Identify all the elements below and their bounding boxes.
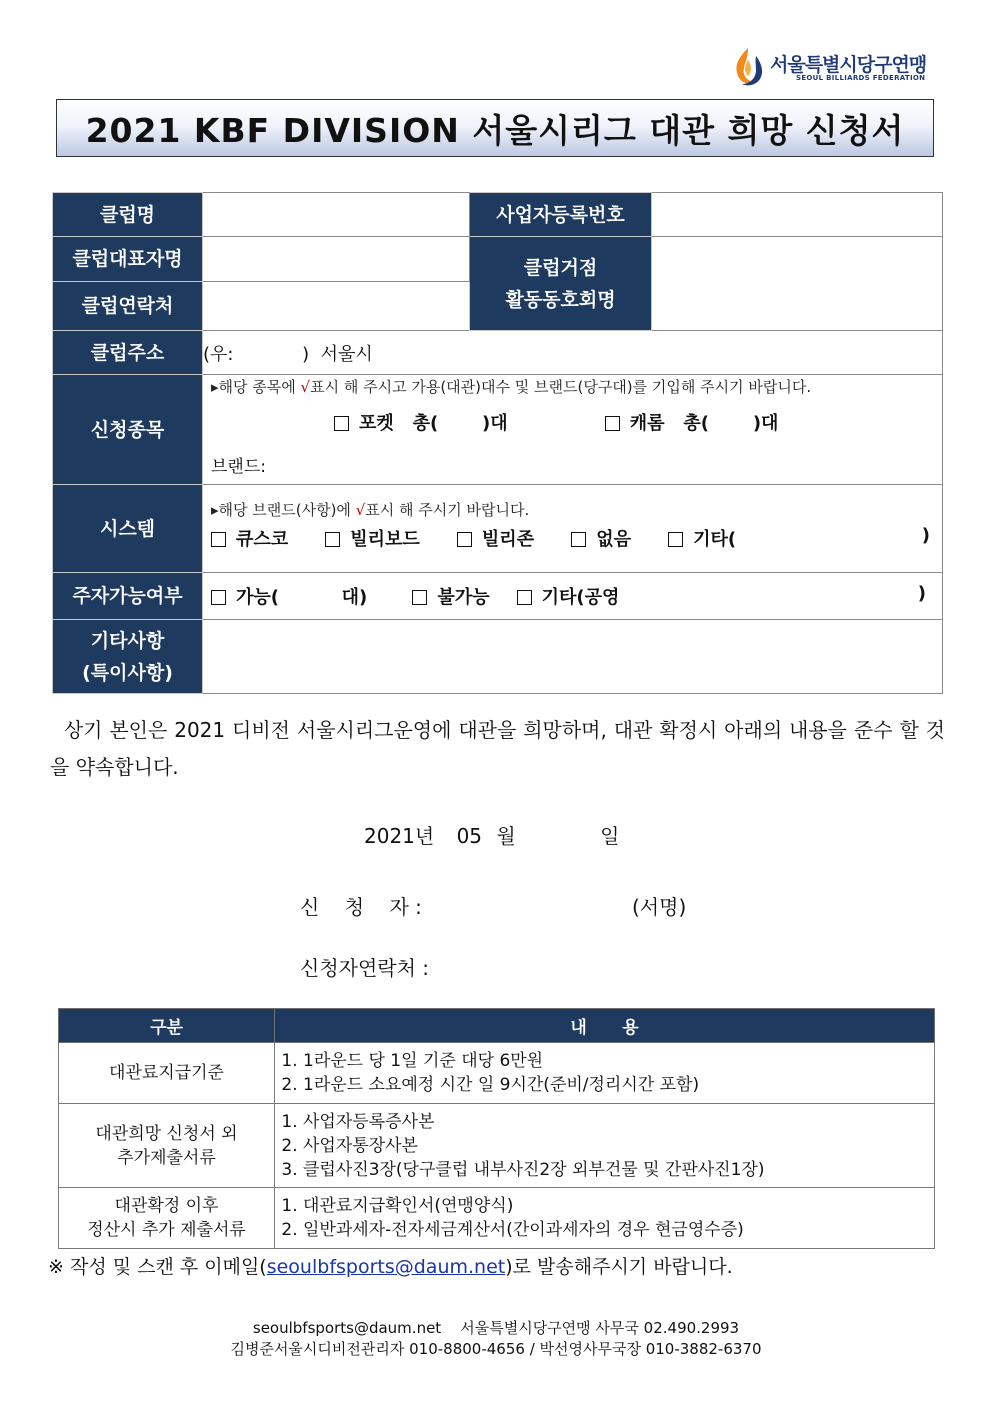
page-title: 2021 KBF DIVISION 서울시리그 대관 희망 신청서 (85, 110, 905, 150)
info-row-payment-items (275, 1043, 935, 1104)
field-club-name[interactable] (203, 193, 470, 237)
system-other-close: ) (921, 525, 930, 546)
label-etc-line2: (특이사항) (82, 661, 173, 684)
system-option-none[interactable] (571, 529, 631, 550)
other-label: 기타( (693, 529, 737, 550)
system-check-mark: √ (355, 501, 366, 519)
billizone-checkbox[interactable] (457, 532, 472, 547)
federation-logo (728, 46, 948, 88)
documents-category-line2: 추가제출서류 (117, 1147, 216, 1168)
field-club-address[interactable] (203, 331, 943, 375)
system-option-qsco[interactable] (211, 529, 288, 550)
label-parking: 주자가능여부 (53, 573, 203, 620)
field-club-base[interactable] (652, 237, 943, 331)
applicant-contact-label: 신청자연락처 : (300, 956, 430, 980)
label-etc (53, 620, 203, 694)
parking-option-yes[interactable] (211, 587, 367, 608)
parking-options (211, 583, 942, 609)
label-representative: 클럽대표자명 (53, 237, 203, 282)
pocket-checkbox[interactable] (334, 416, 349, 431)
pocket-option[interactable] (334, 413, 508, 434)
pocket-label: 포켓 총( )대 (359, 413, 508, 434)
qsco-checkbox[interactable] (211, 532, 226, 547)
event-options (211, 409, 942, 435)
info-row-settlement-items (275, 1188, 935, 1249)
system-option-billiboard[interactable] (325, 529, 420, 550)
parking-other-label: 기타(공영 (541, 587, 620, 608)
list-item: 1. 사업자등록증사본 (303, 1110, 933, 1134)
date-month: 월 (496, 824, 516, 848)
date-day[interactable]: 일 (600, 824, 620, 848)
label-club-contact: 클럽연락처 (53, 282, 203, 331)
label-etc-line1: 기타사항 (90, 629, 165, 652)
logo-name: 서울특별시당구연맹 (770, 54, 927, 76)
parking-option-other[interactable] (517, 587, 620, 608)
parking-no-label: 불가능 (437, 587, 490, 608)
signature-label[interactable]: (서명) (632, 895, 687, 919)
other-checkbox[interactable] (668, 532, 683, 547)
logo-subtitle: SEOUL BILLIARDS FEDERATION (796, 74, 926, 82)
list-item: 1. 1라운드 당 1일 기준 대당 6만원 (303, 1049, 933, 1073)
carom-checkbox[interactable] (605, 416, 620, 431)
brand-field[interactable]: 브랜드: (211, 457, 266, 477)
info-header-category: 구분 (59, 1009, 275, 1043)
settlement-category-line2: 정산시 추가 제출서류 (87, 1220, 246, 1240)
billizone-label: 빌리존 (481, 529, 535, 550)
label-club-base (470, 237, 652, 331)
application-form (52, 192, 943, 694)
pledge-content: 상기 본인은 2021 디비전 서울시리그운영에 대관을 희망하며, 대관 확정시 아래의 내용을 준수 할 것을 약속합니다. (50, 718, 945, 779)
system-option-other[interactable] (668, 529, 736, 550)
list-item: 2. 일반과세자-전자세금계산서(간이과세자의 경우 현금영수증) (303, 1218, 933, 1242)
parking-yes-checkbox[interactable] (211, 590, 226, 605)
field-etc[interactable] (203, 620, 943, 694)
flame-logo-icon (728, 46, 768, 88)
billiboard-label: 빌리보드 (350, 529, 420, 550)
label-club-name: 클럽명 (53, 193, 203, 237)
field-business-number[interactable] (652, 193, 943, 237)
info-row-payment-category: 대관료지급기준 (59, 1043, 275, 1104)
date-year: 2021년 (364, 824, 435, 848)
event-note-pre: ▸해당 종목에 (211, 378, 301, 396)
parking-option-no[interactable] (412, 587, 489, 608)
field-parking (203, 573, 943, 620)
info-header-content: 내 용 (275, 1009, 935, 1043)
label-club-base-line1: 클럽거점 (523, 256, 598, 279)
field-representative[interactable] (203, 237, 470, 282)
date-month-value[interactable]: 05 (456, 824, 483, 848)
footer-line2: 김병준서울시디비전관리자 010-8800-4656 / 박선영사무국장 010-3882-6370 (230, 1340, 762, 1358)
info-row-settlement-category (59, 1188, 275, 1249)
event-note (211, 376, 942, 397)
info-table (58, 1008, 935, 1249)
email-note-post: )로 발송해주시기 바랍니다. (505, 1256, 733, 1278)
label-system: 시스템 (53, 485, 203, 573)
qsco-label: 큐스코 (236, 529, 289, 550)
carom-option[interactable] (605, 413, 779, 434)
system-option-billizone[interactable] (457, 529, 534, 550)
field-club-contact[interactable] (203, 282, 470, 331)
pledge-text (50, 712, 945, 786)
system-note (211, 499, 942, 520)
list-item: 1. 대관료지급확인서(연맹양식) (303, 1194, 933, 1218)
info-row-documents-category (59, 1104, 275, 1188)
settlement-category-line1: 대관확정 이후 (114, 1196, 219, 1216)
label-club-base-line2: 활동동호회명 (505, 288, 616, 311)
title-banner (56, 99, 934, 157)
parking-other-checkbox[interactable] (517, 590, 532, 605)
list-item: 2. 사업자통장사본 (303, 1134, 933, 1158)
none-checkbox[interactable] (571, 532, 586, 547)
system-note-pre: ▸해당 브랜드(사항)에 (211, 501, 356, 519)
parking-no-checkbox[interactable] (412, 590, 427, 605)
label-business-number: 사업자등록번호 (470, 193, 652, 237)
documents-category-line1: 대관희망 신청서 외 (95, 1123, 238, 1144)
email-note (48, 1252, 733, 1279)
billiboard-checkbox[interactable] (325, 532, 340, 547)
label-event: 신청종목 (53, 375, 203, 485)
email-note-pre: ※ 작성 및 스캔 후 이메일( (48, 1256, 267, 1278)
parking-other-close: ) (917, 583, 926, 604)
email-link[interactable]: seoulbfsports@daum.net (266, 1256, 506, 1278)
system-note-post: 표시 해 주시기 바랍니다. (365, 501, 530, 519)
none-label: 없음 (596, 529, 631, 550)
footer-line1: seoulbfsports@daum.net 서울특별시당구연맹 사무국 02.490.2993 (252, 1319, 740, 1337)
info-row-documents-items (275, 1104, 935, 1188)
parking-yes-label: 가능( 대) (236, 587, 368, 608)
carom-label: 캐롬 총( )대 (629, 413, 779, 434)
applicant-label: 신 청 자 : (300, 895, 422, 919)
system-options (211, 525, 942, 551)
check-mark: √ (300, 378, 311, 396)
field-system (203, 485, 943, 573)
list-item: 3. 클럽사진3장(당구클럽 내부사진2장 외부건물 및 간판사진1장) (303, 1158, 933, 1182)
date-line (364, 820, 619, 849)
address-value: (우: ) 서울시 (203, 343, 373, 365)
event-note-post: 표시 해 주시고 가용(대관)대수 및 브랜드(당구대)를 기입해 주시기 바랍니다. (310, 378, 812, 396)
label-club-address: 클럽주소 (53, 331, 203, 375)
list-item: 2. 1라운드 소요예정 시간 일 9시간(준비/정리시간 포함) (303, 1073, 933, 1097)
field-event (203, 375, 943, 485)
